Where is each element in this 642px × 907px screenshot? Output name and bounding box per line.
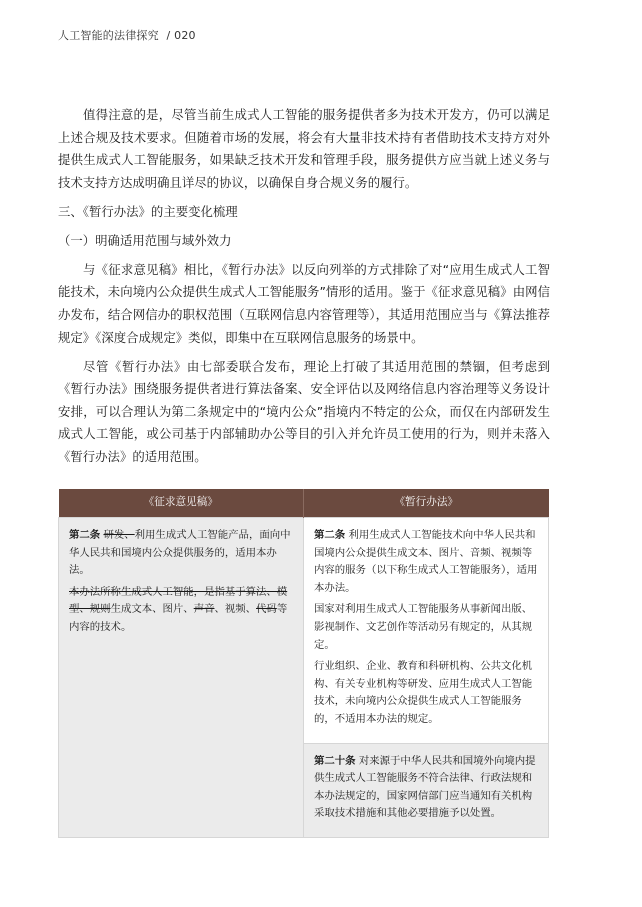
article-label: 第二条	[69, 529, 101, 541]
interim-article-2-para-3: 行业组织、企业、教育和科研机构、公共文化机构、有关专业机构等研发、应用生成式人工智能技术，未向境内公众提供生成式人工智能服务的，不适用本办法的规定。	[314, 660, 533, 725]
paragraph: 尽管《暂行办法》由七部委联合发布，理论上打破了其适用范围的禁锢，但考虑到《暂行办法》围绕服务提供者进行算法备案、安全评估以及网络信息内容治理等义务设计安排，可以合理认为第二条规定中的“境内公众”指境内不特定的公众，而仅在内部研发生成式人工智能，或公司基于内部辅助办公等目的引入并允许员工使用的行为，则并未落入《暂行办法》的适用范围。	[58, 358, 550, 464]
section-heading: 三、《暂行办法》的主要变化梳理	[58, 203, 238, 219]
column-header-draft: 《征求意见稿》	[59, 489, 304, 518]
deleted-text: 研发、	[103, 529, 135, 541]
interim-article-2-para-2: 国家对利用生成式人工智能服务从事新闻出版、影视制作、文艺创作等活动另有规定的，从其规定。	[314, 603, 533, 651]
running-title: 人工智能的法律探究	[58, 29, 159, 42]
paragraph: 与《征求意见稿》相比，《暂行办法》以反向列举的方式排除了对“应用生成式人工智能技术，未向境内公众提供生成式人工智能服务”情形的适用。鉴于《征求意见稿》由网信办发布，结合网信办的职权范围（互联网信息内容管理等），其适用范围应当与《算法推荐规定》《深度合成规定》类似，即集中在互联网信息服务的场景中。	[58, 261, 550, 345]
article-text: 等内容的技术。	[69, 603, 288, 633]
table-header-row	[59, 489, 549, 518]
interim-article-20-para-1	[314, 753, 538, 823]
article-text: 对来源于中华人民共和国境外向境内提供生成式人工智能服务不符合法律、行政法规和本办法规定的，国家网信部门应当通知有关机构采取技术措施和其他必要措施予以处置。	[314, 754, 536, 820]
draft-article-2-para-2	[69, 584, 293, 637]
draft-cell	[59, 518, 304, 838]
article-text: 生成文本、图片、	[110, 603, 194, 616]
interim-cell-article-2	[304, 518, 549, 744]
article-label: 第二十条	[314, 754, 356, 767]
comparison-table	[58, 489, 549, 838]
draft-article-2-para-1	[69, 527, 293, 580]
paragraph: 值得注意的是，尽管当前生成式人工智能的服务提供者多为技术开发方，仍可以满足上述合规及技术要求。但随着市场的发展，将会有大量非技术持有者借助技术支持方对外提供生成式人工智能服务，如果缺乏技术开发和管理手段，服务提供方应当就上述义务与技术支持方达成明确且详尽的协议，以确保自身合规义务的履行。	[58, 107, 550, 190]
table-row	[59, 518, 549, 744]
deleted-text: 本办法所称生成式人工智能，是指基于算法、模型、规则	[69, 585, 288, 616]
page-number: / 020	[166, 29, 196, 42]
deleted-text: 声音	[193, 603, 215, 616]
article-text: 、视频、	[214, 603, 257, 616]
deleted-text: 代码	[256, 603, 277, 616]
running-header	[58, 27, 196, 43]
article-text: 利用生成式人工智能技术向中华人民共和国境内公众提供生成文本、图片、音频、视频等内容的服务（以下称生成式人工智能服务），适用本办法。	[314, 529, 538, 594]
subsection-heading: （一）明确适用范围与域外效力	[58, 232, 232, 248]
interim-cell-article-20	[304, 743, 549, 837]
body-text	[58, 104, 550, 475]
interim-article-2-para-1	[314, 527, 538, 597]
column-header-interim: 《暂行办法》	[304, 489, 549, 518]
article-text: 利用生成式人工智能产品，面向中华人民共和国境内公众提供服务的，适用本办法。	[69, 529, 291, 577]
article-label: 第二条	[314, 529, 346, 541]
